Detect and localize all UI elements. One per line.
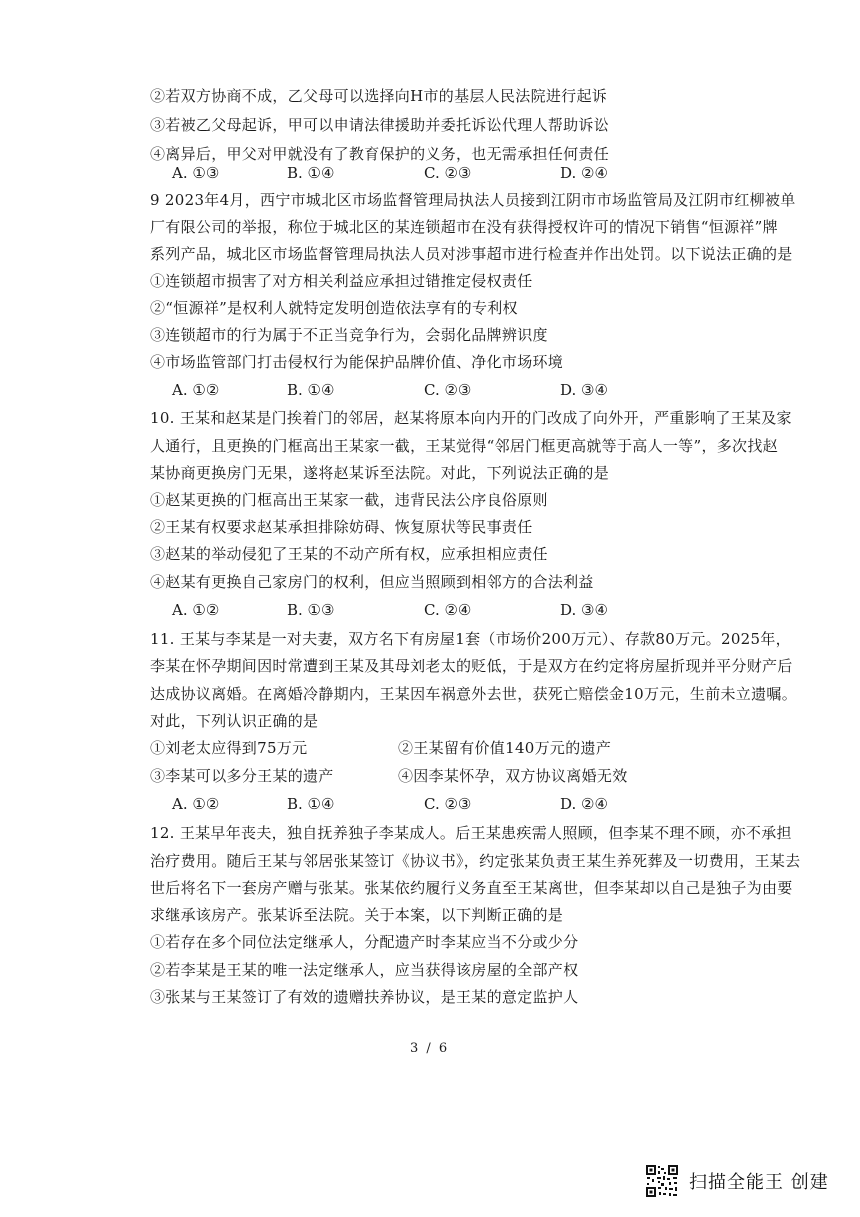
q10-item-1: ①赵某更换的门框高出王某家一截，违背民法公序良俗原则 (150, 491, 548, 509)
q8-item-4: ④离异后，甲父对甲就没有了教育保护的义务，也无需承担任何责任 (150, 145, 610, 163)
q9-item-2: ②“恒源祥”是权利人就特定发明创造依法享有的专利权 (150, 299, 518, 317)
q11-option-a: A. ①② (172, 795, 220, 813)
q10-option-c: C. ②④ (424, 601, 472, 619)
q8-option-a: A. ①③ (172, 164, 220, 182)
q10-item-3: ③赵某的举动侵犯了王某的不动产所有权，应承担相应责任 (150, 545, 548, 563)
q10-option-a: A. ①② (172, 601, 220, 619)
q9-option-a: A. ①② (172, 381, 220, 399)
q10-stem-line-1: 10. 王某和赵某是门挨着门的邻居，赵某将原本向内开的门改成了向外开，严重影响了王某及家 (150, 409, 792, 427)
qr-code-icon (645, 1164, 679, 1198)
q9-option-d: D. ③④ (560, 381, 608, 399)
q12-stem-line-2: 治疗费用。随后王某与邻居张某签订《协议书》，约定张某负责王某生养死葬及一切费用，王某去 (150, 852, 801, 870)
q11-stem-line-3: 达成协议离婚。在离婚冷静期内，王某因车祸意外去世，获死亡赔偿金10万元，生前未立遗嘱。 (150, 685, 797, 703)
q9-stem-line-1: 9 2023年4月，西宁市城北区市场监督管理局执法人员接到江阴市市场监管局及江阴市红柳被单 (150, 191, 796, 209)
q8-option-c: C. ②③ (424, 164, 472, 182)
q10-option-b: B. ①③ (287, 601, 335, 619)
q12-item-1: ①若存在多个同位法定继承人，分配遗产时李某应当不分或少分 (150, 933, 579, 951)
q9-option-c: C. ②③ (424, 381, 472, 399)
q9-item-3: ③连锁超市的行为属于不正当竞争行为，会弱化品牌辨识度 (150, 326, 548, 344)
q10-item-4: ④赵某有更换自己家房门的权利，但应当照顾到相邻方的合法利益 (150, 573, 594, 591)
q8-item-3: ③若被乙父母起诉，甲可以申请法律援助并委托诉讼代理人帮助诉讼 (150, 116, 610, 134)
scanner-label: 扫描全能王 创建 (689, 1172, 829, 1193)
q12-item-3: ③张某与王某签订了有效的遗赠扶养协议，是王某的意定监护人 (150, 988, 579, 1006)
q8-option-b: B. ①④ (287, 164, 335, 182)
q10-item-2: ②王某有权要求赵某承担排除妨碍、恢复原状等民事责任 (150, 518, 533, 536)
q11-option-c: C. ②③ (424, 795, 472, 813)
q8-option-d: D. ②④ (560, 164, 608, 182)
scanner-watermark (645, 1164, 829, 1198)
q12-stem-line-3: 世后将名下一套房产赠与张某。张某依约履行义务直至王某离世，但李某却以自己是独子为由要 (150, 879, 793, 897)
q9-option-b: B. ①④ (287, 381, 335, 399)
q8-item-2: ②若双方协商不成，乙父母可以选择向H市的基层人民法院进行起诉 (150, 87, 608, 105)
page-number: 3 / 6 (410, 1041, 450, 1056)
q12-stem-line-1: 12. 王某早年丧夫，独自抚养独子李某成人。后王某患疾需人照顾，但李某不理不顾，亦不承担 (150, 824, 792, 842)
q11-item-1: ①刘老太应得到75万元 (150, 739, 308, 757)
q11-option-b: B. ①④ (287, 795, 335, 813)
q11-stem-line-4: 对此，下列认识正确的是 (150, 712, 319, 730)
q10-stem-line-2: 人通行，且更换的门框高出王某家一截，王某觉得“邻居门框更高就等于高人一等”，多次找赵 (150, 437, 778, 455)
q11-option-d: D. ②④ (560, 795, 608, 813)
q11-item-3: ③李某可以多分王某的遗产 (150, 767, 334, 785)
q10-stem-line-3: 某协商更换房门无果，遂将赵某诉至法院。对此，下列说法正确的是 (150, 464, 610, 482)
q12-stem-line-4: 求继承该房产。张某诉至法院。关于本案，以下判断正确的是 (150, 906, 564, 924)
q11-stem-line-2: 李某在怀孕期间因时常遭到王某及其母刘老太的贬低，于是双方在约定将房屋折现并平分财产后 (150, 657, 793, 675)
q9-item-4: ④市场监管部门打击侵权行为能保护品牌价值、净化市场环境 (150, 353, 564, 371)
q9-stem-line-3: 系列产品，城北区市场监督管理局执法人员对涉事超市进行检查并作出处罚。以下说法正确的是 (150, 245, 793, 263)
q12-item-2: ②若李某是王某的唯一法定继承人，应当获得该房屋的全部产权 (150, 961, 579, 979)
q11-item-4: ④因李某怀孕，双方协议离婚无效 (398, 767, 628, 785)
q9-item-1: ①连锁超市损害了对方相关利益应承担过错推定侵权责任 (150, 272, 533, 290)
q9-stem-line-2: 厂有限公司的举报，称位于城北区的某连锁超市在没有获得授权许可的情况下销售“恒源祥”牌 (150, 218, 778, 236)
q11-stem-line-1: 11. 王某与李某是一对夫妻，双方名下有房屋1套（市场价200万元）、存款80万元。2025年， (150, 630, 791, 648)
q11-item-2: ②王某留有价值140万元的遗产 (398, 739, 612, 757)
q10-option-d: D. ③④ (560, 601, 608, 619)
